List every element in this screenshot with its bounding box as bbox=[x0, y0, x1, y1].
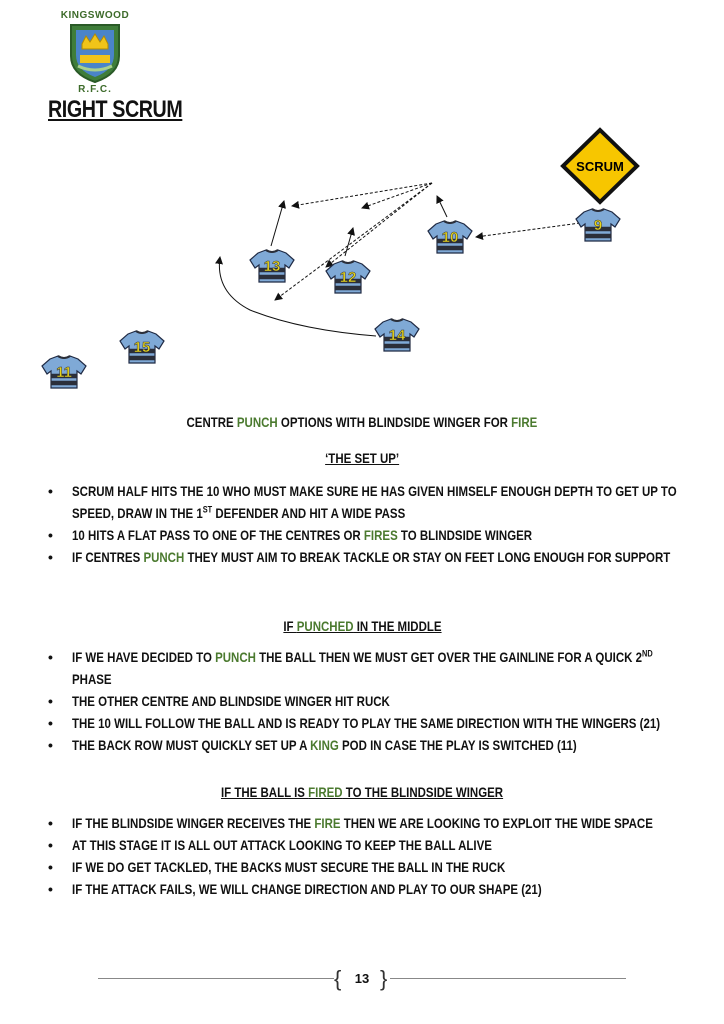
list-item: • 10 HITS A FLAT PASS TO ONE OF THE CENTRES OR FIRES TO BLINDSIDE WINGER bbox=[44, 524, 694, 546]
play-heading: CENTRE PUNCH OPTIONS WITH BLINDSIDE WINGER FOR FIRE bbox=[186, 414, 538, 430]
svg-text:10: 10 bbox=[441, 229, 459, 246]
list-item: • IF THE ATTACK FAILS, WE WILL CHANGE DIRECTION AND PLAY TO OUR SHAPE (21) bbox=[44, 878, 694, 900]
run-10 bbox=[437, 196, 447, 217]
svg-text:9: 9 bbox=[593, 217, 603, 234]
run-12 bbox=[345, 228, 353, 256]
list-item: • SCRUM HALF HITS THE 10 WHO MUST MAKE SURE HE HAS GIVEN HIMSELF ENOUGH DEPTH TO GET UP TO SPEED, DRAW IN THE 1ST DEFENDER AND HIT A WIDE PASS bbox=[44, 480, 694, 524]
page-title: RIGHT SCRUM bbox=[48, 96, 183, 123]
punched-title: IF PUNCHED IN THE MIDDLE bbox=[282, 618, 442, 634]
shield-icon bbox=[68, 22, 122, 84]
player-12 bbox=[326, 261, 370, 293]
page-number: 13 bbox=[354, 971, 370, 986]
svg-text:12: 12 bbox=[339, 269, 357, 286]
run-13 bbox=[271, 201, 284, 246]
svg-text:13: 13 bbox=[263, 258, 281, 275]
list-item: • THE OTHER CENTRE AND BLINDSIDE WINGER HIT RUCK bbox=[44, 690, 694, 712]
footer-bracket-left: { bbox=[334, 966, 342, 991]
svg-text:14: 14 bbox=[388, 327, 406, 344]
list-item: • THE BACK ROW MUST QUICKLY SET UP A KING POD IN CASE THE PLAY IS SWITCHED (11) bbox=[44, 734, 694, 756]
footer-divider-right bbox=[390, 978, 626, 979]
list-item: • IF WE DO GET TACKLED, THE BACKS MUST SECURE THE BALL IN THE RUCK bbox=[44, 856, 694, 878]
fired-title: IF THE BALL IS FIRED TO THE BLINDSIDE WINGER bbox=[220, 784, 504, 800]
list-item: • IF THE BLINDSIDE WINGER RECEIVES THE FIRE THEN WE ARE LOOKING TO EXPLOIT THE WIDE SPACE bbox=[44, 812, 694, 834]
list-item: • IF WE HAVE DECIDED TO PUNCH THE BALL THEN WE MUST GET OVER THE GAINLINE FOR A QUICK 2ND PHASE bbox=[44, 646, 694, 690]
logo-rfc: R.F.C. bbox=[78, 84, 112, 95]
list-item: • THE 10 WILL FOLLOW THE BALL AND IS READY TO PLAY THE SAME DIRECTION WITH THE WINGERS (21) bbox=[44, 712, 694, 734]
player-9 bbox=[576, 209, 620, 241]
player-10 bbox=[428, 221, 472, 253]
player-15 bbox=[120, 331, 164, 363]
list-item: • IF CENTRES PUNCH THEY MUST AIM TO BREAK TACKLE OR STAY ON FEET LONG ENOUGH FOR SUPPORT bbox=[44, 546, 694, 568]
list-item: • AT THIS STAGE IT IS ALL OUT ATTACK LOOKING TO KEEP THE BALL ALIVE bbox=[44, 834, 694, 856]
player-13 bbox=[250, 250, 294, 282]
scrum-diagram bbox=[0, 120, 724, 400]
player-11 bbox=[42, 356, 86, 388]
footer-divider-left bbox=[98, 978, 334, 979]
svg-text:11: 11 bbox=[56, 364, 72, 381]
scrum-sign bbox=[563, 130, 637, 202]
pass-10-to-14 bbox=[326, 183, 432, 267]
scrum-sign-label: SCRUM bbox=[576, 159, 624, 174]
footer-bracket-right: } bbox=[380, 966, 388, 991]
setup-title: ‘THE SET UP’ bbox=[324, 450, 399, 466]
setup-list bbox=[44, 480, 694, 568]
pass-9-to-10 bbox=[476, 223, 580, 237]
svg-text:15: 15 bbox=[133, 339, 151, 356]
club-logo bbox=[60, 10, 130, 94]
punched-list bbox=[44, 646, 694, 756]
pass-10-to-12 bbox=[362, 183, 432, 208]
logo-club-name: KINGSWOOD bbox=[60, 10, 130, 21]
player-14 bbox=[375, 319, 419, 351]
fired-list bbox=[44, 812, 694, 900]
pass-10-to-13 bbox=[292, 183, 432, 206]
